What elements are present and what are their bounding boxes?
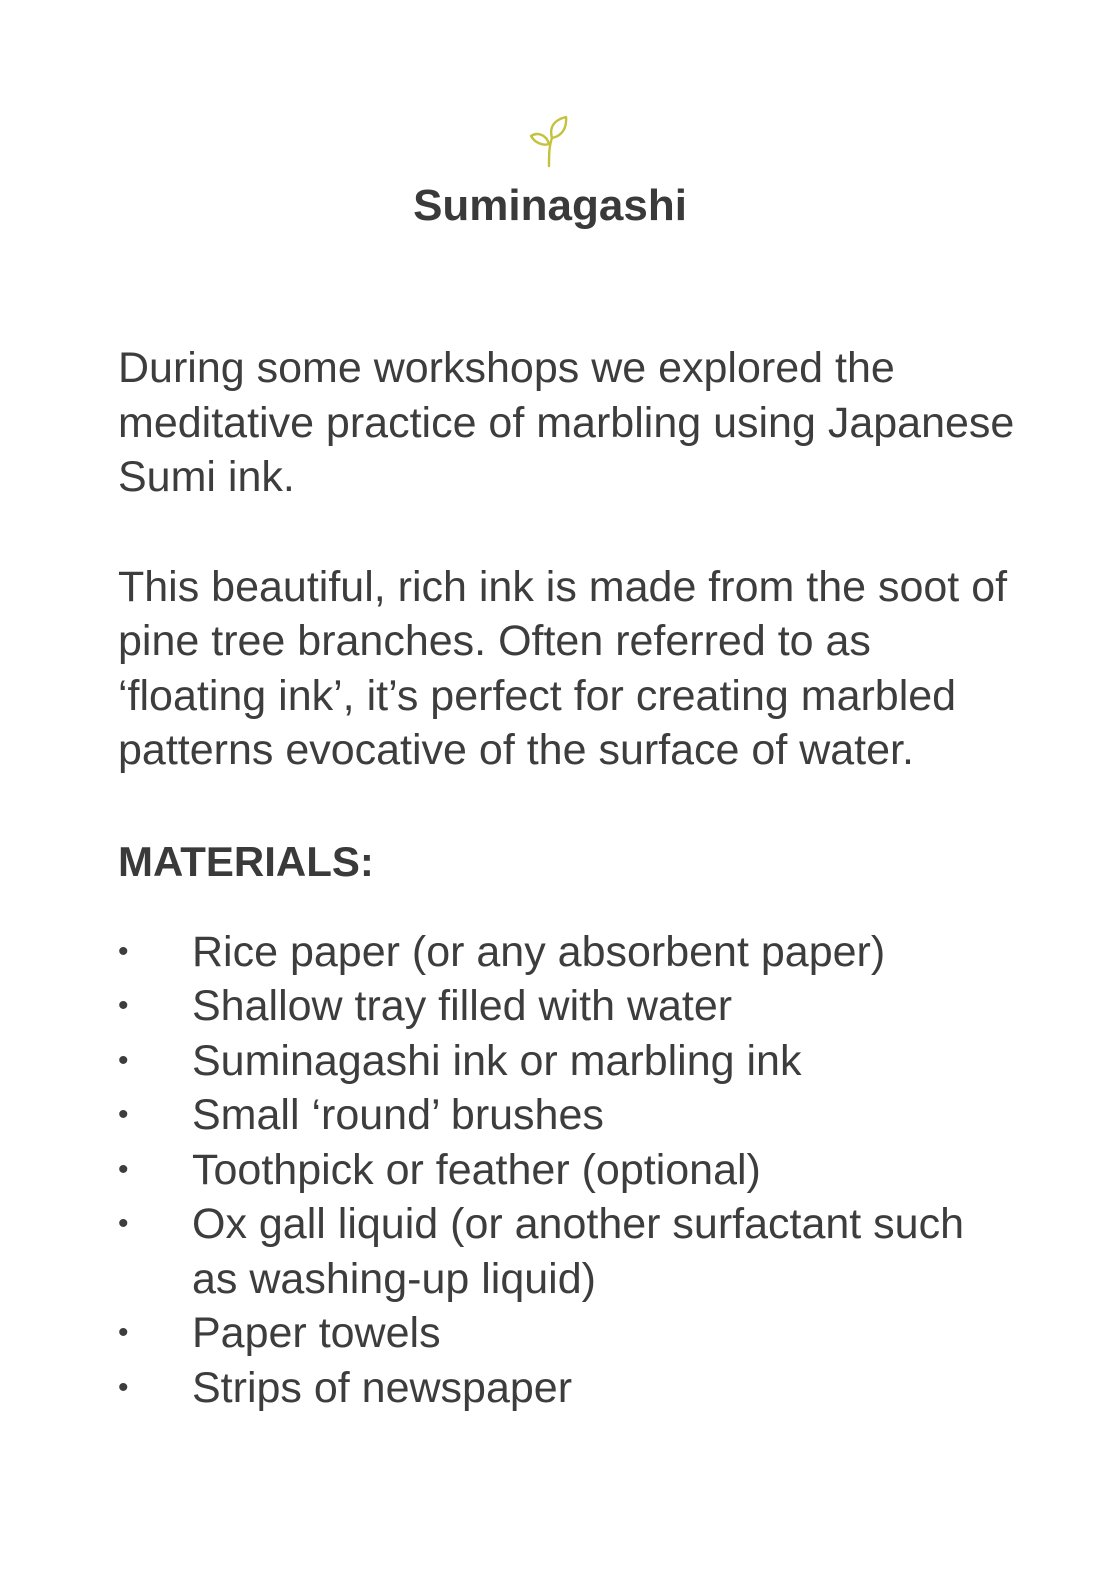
sprout-icon [527,114,575,168]
bullet-icon: • [118,1152,129,1186]
list-item [118,1034,1018,1089]
list-item [118,1197,1018,1306]
list-item-text: Ox gall liquid (or another surfactant such as washing-up liquid) [192,1200,965,1303]
list-item [118,1306,1018,1361]
content [118,341,1018,1415]
intro-paragraph-1: During some workshops we explored the meditative practice of marbling using Japanese Sumi ink. [118,344,1015,501]
list-item-text: Toothpick or feather (optional) [192,1145,761,1194]
list-item [118,1088,1018,1143]
bullet-icon: • [118,1098,129,1131]
list-item [118,925,1018,980]
intro-paragraph-2: This beautiful, rich ink is made from the soot of pine tree branches. Often referred to as ‘floating ink’, it’s perfect for creating marbled patterns evocative of the surface of water. [118,562,1008,774]
bullet-icon: • [118,989,129,1022]
list-item-text: Small ‘round’ brushes [192,1091,604,1139]
list-item-text: Strips of newspaper [192,1363,573,1412]
bullet-icon: • [118,934,129,968]
materials-heading: MATERIALS: [118,837,374,885]
list-item [118,1143,1018,1198]
list-item [118,1361,1018,1416]
bullet-icon: • [118,1207,129,1240]
bullet-icon: • [118,1043,129,1077]
list-item-text: Suminagashi ink or marbling ink [192,1036,802,1085]
materials-list [118,925,1018,1416]
list-item [118,979,1018,1034]
list-item-text: Rice paper (or any absorbent paper) [192,927,886,976]
bullet-icon: • [118,1370,129,1404]
bullet-icon: • [118,1316,129,1349]
list-item-text: Shallow tray filled with water [192,982,733,1030]
page-title: Suminagashi [413,181,687,230]
list-item-text: Paper towels [192,1309,441,1357]
